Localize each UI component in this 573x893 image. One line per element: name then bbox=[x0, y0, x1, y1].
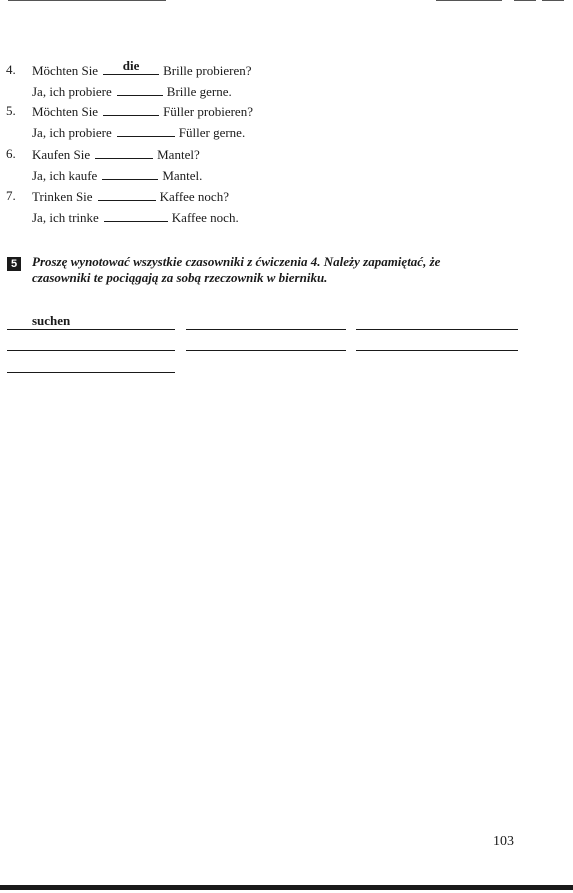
item-text: Kaufen Sie Mantel? bbox=[32, 147, 200, 162]
top-rule-right bbox=[436, 0, 502, 1]
answer-line[interactable] bbox=[7, 350, 175, 351]
top-rule-right-3 bbox=[542, 0, 564, 1]
page-number: 103 bbox=[493, 834, 514, 849]
item-text: Möchten Sie die Brille probieren? bbox=[32, 58, 252, 78]
bottom-edge-bar bbox=[0, 885, 573, 890]
answer-line[interactable] bbox=[356, 329, 518, 330]
answer-line[interactable] bbox=[7, 372, 175, 373]
fill-blank[interactable] bbox=[103, 103, 159, 116]
item-number: 5. bbox=[6, 103, 16, 118]
item-text: Ja, ich probiere Brille gerne. bbox=[32, 84, 232, 99]
answer-line[interactable] bbox=[186, 329, 346, 330]
filled-answer: die bbox=[122, 58, 140, 73]
item-text: Ja, ich probiere Füller gerne. bbox=[32, 125, 246, 140]
top-rule-left bbox=[8, 0, 166, 1]
exercise-number-badge: 5 bbox=[7, 257, 21, 271]
fill-blank[interactable] bbox=[95, 146, 153, 159]
item-number: 7. bbox=[6, 188, 16, 203]
item-text: Ja, ich trinke Kaffee noch. bbox=[32, 210, 239, 225]
fill-blank[interactable] bbox=[117, 83, 163, 96]
item-number: 6. bbox=[6, 146, 16, 161]
fill-blank[interactable] bbox=[104, 209, 168, 222]
fill-blank[interactable] bbox=[117, 124, 175, 137]
answer-line[interactable] bbox=[7, 329, 175, 330]
exercise-instruction: Proszę wynotować wszystkie czasowniki z ćwiczenia 4. Należy zapamiętać, że czasowniki te pociągają za sobą rzeczownik w bierniku. bbox=[32, 254, 441, 285]
item-number: 4. bbox=[6, 62, 16, 77]
top-rule-right-2 bbox=[514, 0, 536, 1]
item-text: Ja, ich kaufe Mantel. bbox=[32, 168, 203, 183]
fill-blank[interactable] bbox=[102, 167, 158, 180]
fill-blank[interactable] bbox=[98, 188, 156, 201]
answer-line[interactable] bbox=[356, 350, 518, 351]
answer-line[interactable] bbox=[186, 350, 346, 351]
answer-example: suchen bbox=[32, 313, 71, 328]
item-text: Trinken Sie Kaffee noch? bbox=[32, 189, 229, 204]
item-text: Möchten Sie Füller probieren? bbox=[32, 104, 253, 119]
fill-blank[interactable] bbox=[103, 58, 159, 75]
